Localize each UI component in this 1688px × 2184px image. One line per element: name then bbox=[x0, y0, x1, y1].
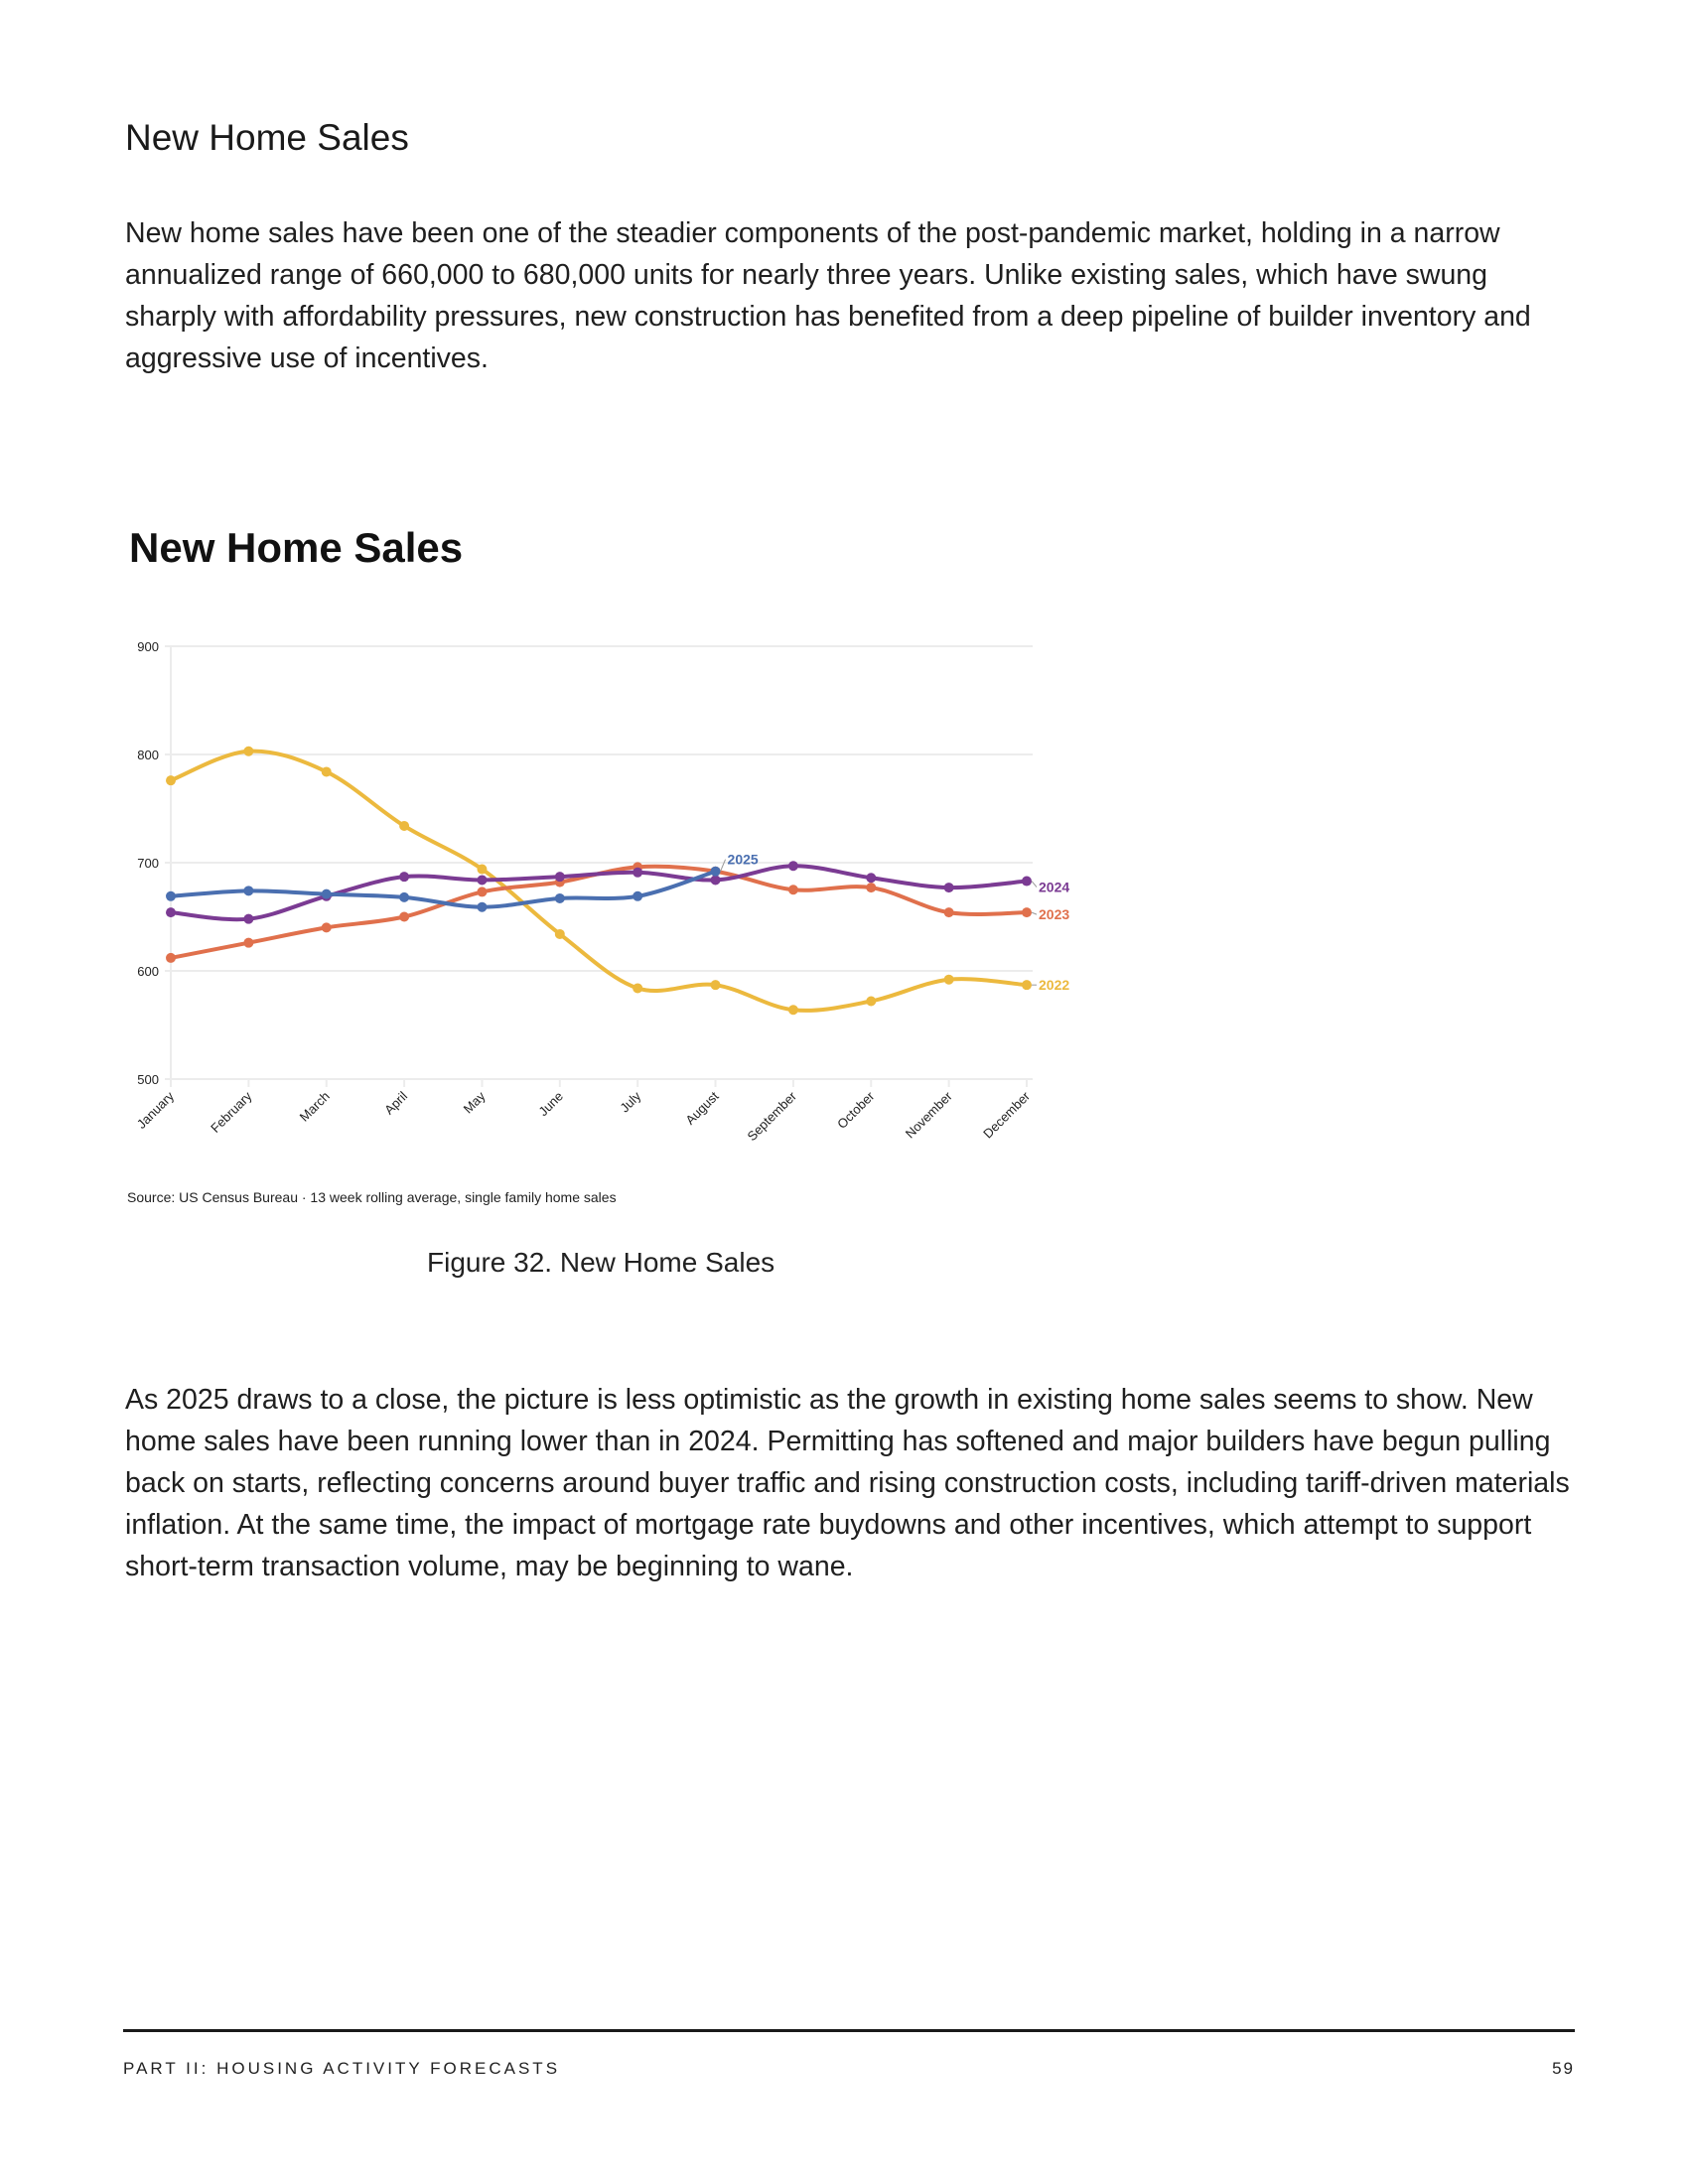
data-point-2023 bbox=[944, 907, 954, 917]
data-point-2022 bbox=[1022, 980, 1032, 990]
page-number: 59 bbox=[1552, 2059, 1575, 2078]
series-label-2022: 2022 bbox=[1039, 977, 1070, 994]
label-leader bbox=[1032, 912, 1037, 914]
x-tick-label: November bbox=[902, 1088, 955, 1142]
data-point-2024 bbox=[477, 875, 487, 885]
intro-paragraph: New home sales have been one of the steadier components of the post-pandemic market, holding in a narrow annualized range of 660,000 to 680,000 units for nearly three years. Unlike existing sales, which have swung sharply with affordability pressures, new construction has benefited from a deep pipeline of builder inventory and aggressive use of incentives. bbox=[125, 217, 1531, 374]
chart-source-note: Source: US Census Bureau · 13 week rolling average, single family home sales bbox=[127, 1189, 617, 1205]
data-point-2022 bbox=[633, 983, 642, 993]
data-point-2025 bbox=[399, 892, 409, 902]
label-leader bbox=[721, 860, 726, 872]
series-2022 bbox=[166, 747, 1032, 1016]
data-point-2025 bbox=[166, 891, 176, 901]
series-label-2025: 2025 bbox=[727, 851, 759, 868]
x-tick-label: April bbox=[381, 1088, 411, 1118]
data-point-2024 bbox=[788, 861, 798, 871]
data-point-2024 bbox=[399, 872, 409, 882]
data-point-2025 bbox=[711, 867, 721, 877]
series-label-2024: 2024 bbox=[1039, 879, 1070, 895]
chart-title: New Home Sales bbox=[129, 524, 464, 571]
y-tick-label: 500 bbox=[137, 1072, 159, 1087]
x-tick-label: March bbox=[296, 1088, 333, 1125]
data-point-2025 bbox=[555, 893, 565, 903]
data-point-2022 bbox=[555, 929, 565, 939]
data-point-2023 bbox=[788, 885, 798, 894]
data-point-2024 bbox=[243, 914, 253, 924]
label-leader bbox=[1032, 882, 1037, 887]
data-point-2023 bbox=[477, 887, 487, 896]
section-heading: New Home Sales bbox=[125, 117, 409, 158]
chart-series bbox=[166, 747, 1032, 1016]
data-point-2025 bbox=[243, 886, 253, 895]
data-point-2022 bbox=[944, 975, 954, 985]
data-point-2024 bbox=[166, 907, 176, 917]
x-tick-label: February bbox=[208, 1088, 255, 1136]
x-tick-label: September bbox=[744, 1088, 800, 1145]
data-point-2023 bbox=[322, 922, 332, 932]
data-point-2022 bbox=[322, 766, 332, 776]
x-axis bbox=[134, 1079, 1034, 1144]
data-point-2023 bbox=[243, 938, 253, 948]
series-2023 bbox=[166, 862, 1032, 963]
data-point-2022 bbox=[711, 980, 721, 990]
closing-paragraph: As 2025 draws to a close, the picture is less optimistic as the growth in existing home sales seems to show. New home sales have been running lower than in 2024. Permitting has softened and major builders have begun pulling back on starts, reflecting concerns around buyer traffic and rising construction costs, including tariff-driven materials inflation. At the same time, the impact of mortgage rate buydowns and other incentives, which attempt to support short-term transaction volume, may be beginning to wane. bbox=[125, 1384, 1570, 1582]
data-point-2023 bbox=[399, 912, 409, 922]
x-tick-label: December bbox=[980, 1088, 1034, 1142]
data-point-2024 bbox=[555, 872, 565, 882]
data-point-2022 bbox=[477, 865, 487, 875]
y-tick-label: 900 bbox=[137, 639, 159, 654]
data-point-2022 bbox=[166, 775, 176, 785]
chart-gridlines bbox=[165, 646, 1033, 1079]
y-tick-label: 800 bbox=[137, 748, 159, 762]
footer-section-title: PART II: HOUSING ACTIVITY FORECASTS bbox=[123, 2059, 561, 2078]
data-point-2024 bbox=[944, 883, 954, 892]
data-point-2024 bbox=[1022, 877, 1032, 887]
data-point-2022 bbox=[788, 1005, 798, 1015]
y-tick-label: 700 bbox=[137, 856, 159, 871]
x-tick-label: January bbox=[133, 1088, 178, 1132]
x-tick-label: May bbox=[460, 1088, 489, 1117]
data-point-2023 bbox=[166, 953, 176, 963]
data-point-2022 bbox=[866, 997, 876, 1007]
data-point-2025 bbox=[477, 902, 487, 912]
y-tick-label: 600 bbox=[137, 964, 159, 979]
data-point-2025 bbox=[322, 889, 332, 899]
data-point-2022 bbox=[243, 747, 253, 756]
data-point-2023 bbox=[1022, 907, 1032, 917]
data-point-2024 bbox=[711, 875, 721, 885]
x-tick-label: June bbox=[535, 1088, 566, 1120]
figure-caption: Figure 32. New Home Sales bbox=[427, 1247, 775, 1278]
x-tick-label: October bbox=[834, 1088, 878, 1132]
data-point-2024 bbox=[633, 868, 642, 878]
series-label-2023: 2023 bbox=[1039, 906, 1070, 923]
data-point-2024 bbox=[866, 873, 876, 883]
footer-divider bbox=[123, 2029, 1575, 2032]
x-tick-label: August bbox=[682, 1088, 722, 1128]
x-tick-label: July bbox=[617, 1088, 644, 1116]
data-point-2023 bbox=[866, 883, 876, 892]
data-point-2025 bbox=[633, 891, 642, 901]
data-point-2022 bbox=[399, 821, 409, 831]
